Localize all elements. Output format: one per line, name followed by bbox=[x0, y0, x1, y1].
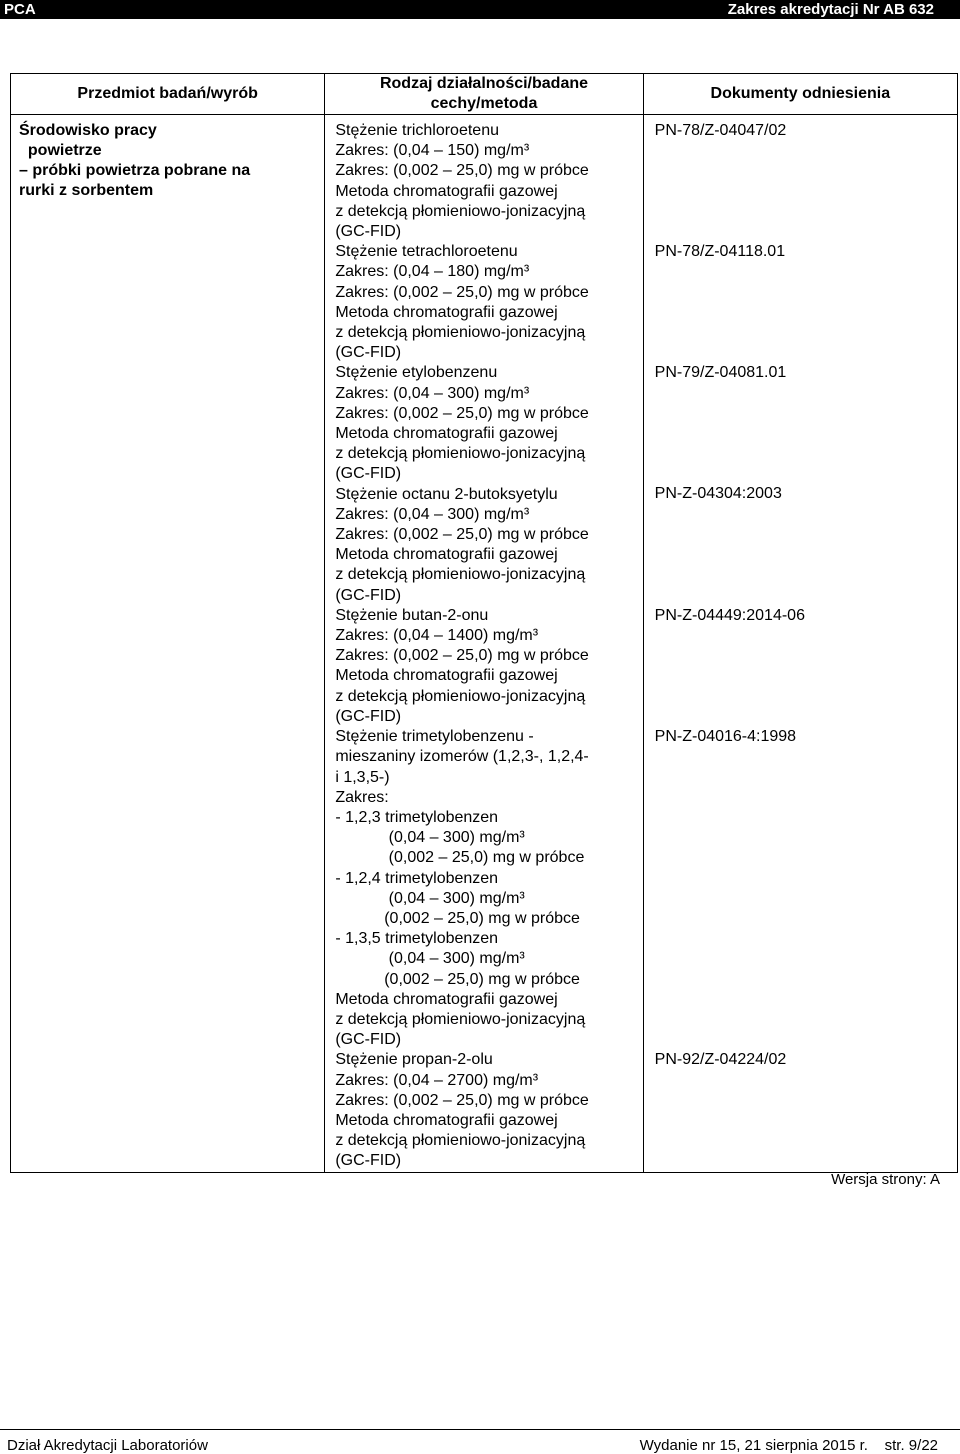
method-line: Zakres: (0,04 – 150) mg/m³ bbox=[335, 142, 530, 160]
method-line: z detekcją płomieniowo-jonizacyjną bbox=[335, 566, 586, 584]
document-spacer bbox=[655, 161, 957, 181]
document-spacer bbox=[655, 929, 957, 949]
document-spacer bbox=[655, 1090, 957, 1110]
document-reference: PN-Z-04304:2003 bbox=[654, 485, 782, 503]
document-reference: PN-78/Z-04047/02 bbox=[654, 122, 787, 139]
method-line: (0,002 – 25,0) mg w próbce bbox=[335, 909, 580, 927]
method-line: Stężenie trichloroetenu bbox=[335, 122, 499, 139]
subject-line: rurki z sorbentem bbox=[19, 182, 154, 199]
table-row bbox=[11, 115, 958, 1173]
document-spacer bbox=[655, 182, 957, 202]
method-line: z detekcją płomieniowo-jonizacyjną bbox=[335, 202, 586, 220]
table-header-row bbox=[11, 74, 958, 115]
document-spacer bbox=[655, 1009, 957, 1029]
document-spacer bbox=[655, 888, 957, 908]
page-header bbox=[0, 0, 960, 19]
document-spacer bbox=[655, 747, 957, 767]
method-line: i 1,3,5-) bbox=[335, 768, 390, 786]
subject-line: Środowisko pracy bbox=[19, 122, 157, 139]
method-line: - 1,3,5 trimetylobenzen bbox=[335, 930, 499, 948]
method-line: Zakres: (0,002 – 25,0) mg w próbce bbox=[335, 1091, 589, 1109]
document-spacer bbox=[655, 283, 957, 303]
methods-cell bbox=[325, 115, 643, 1173]
method-line: Zakres: (0,04 – 1400) mg/m³ bbox=[335, 627, 539, 645]
method-line: Metoda chromatografii gazowej bbox=[335, 546, 558, 564]
document-spacer bbox=[655, 1030, 957, 1050]
method-line: (GC-FID) bbox=[335, 465, 402, 483]
document-spacer bbox=[655, 585, 957, 605]
header-subject: Przedmiot badań/wyrób bbox=[11, 74, 325, 115]
method-line: (GC-FID) bbox=[335, 1152, 402, 1170]
method-line: Stężenie tetrachloroetenu bbox=[335, 243, 518, 261]
method-line: Zakres: (0,002 – 25,0) mg w próbce bbox=[335, 647, 589, 665]
method-line: Metoda chromatografii gazowej bbox=[335, 990, 558, 1008]
document-spacer bbox=[655, 646, 957, 666]
document-spacer bbox=[655, 969, 957, 989]
method-line: Metoda chromatografii gazowej bbox=[335, 1111, 558, 1129]
document-spacer bbox=[655, 444, 957, 464]
document-spacer bbox=[655, 1110, 957, 1130]
document-spacer bbox=[655, 1151, 957, 1171]
document-spacer bbox=[655, 424, 957, 444]
method-line: Zakres: (0,002 – 25,0) mg w próbce bbox=[335, 162, 589, 180]
document-spacer bbox=[655, 202, 957, 222]
method-line: Zakres: (0,002 – 25,0) mg w próbce bbox=[335, 283, 589, 301]
method-line: - 1,2,4 trimetylobenzen bbox=[335, 869, 499, 887]
document-spacer bbox=[655, 787, 957, 807]
method-line: (0,04 – 300) mg/m³ bbox=[335, 889, 525, 907]
method-line: z detekcją płomieniowo-jonizacyjną bbox=[335, 1132, 586, 1150]
document-spacer bbox=[655, 565, 957, 585]
method-line: Metoda chromatografii gazowej bbox=[335, 303, 558, 321]
footer-department: Dział Akredytacji Laboratoriów bbox=[7, 1437, 208, 1454]
document-spacer bbox=[655, 545, 957, 565]
method-line: Stężenie butan-2-onu bbox=[335, 606, 489, 624]
method-line: (GC-FID) bbox=[335, 707, 402, 725]
page-footer bbox=[0, 1429, 960, 1454]
method-line: Stężenie etylobenzenu bbox=[335, 364, 498, 382]
document-spacer bbox=[655, 686, 957, 706]
document-spacer bbox=[655, 767, 957, 787]
method-line: (GC-FID) bbox=[335, 344, 402, 362]
method-line: - 1,2,3 trimetylobenzen bbox=[335, 808, 499, 826]
method-line: (GC-FID) bbox=[335, 223, 402, 241]
methods-list bbox=[325, 115, 642, 1172]
document-spacer bbox=[655, 323, 957, 343]
method-line: Stężenie octanu 2-butoksyetylu bbox=[335, 485, 558, 503]
method-line: (0,04 – 300) mg/m³ bbox=[335, 829, 525, 847]
method-line: (GC-FID) bbox=[335, 586, 402, 604]
document-spacer bbox=[655, 303, 957, 323]
method-line: Metoda chromatografii gazowej bbox=[335, 182, 558, 200]
header-method: Rodzaj działalności/badane cechy/metoda bbox=[325, 74, 643, 115]
method-line: Stężenie trimetylobenzenu - bbox=[335, 728, 534, 746]
document-reference: PN-79/Z-04081.01 bbox=[654, 364, 787, 382]
method-line: mieszaniny izomerów (1,2,3-, 1,2,4- bbox=[335, 748, 589, 766]
document-spacer bbox=[655, 262, 957, 282]
document-spacer bbox=[655, 525, 957, 545]
document-reference: PN-Z-04449:2014-06 bbox=[654, 606, 805, 624]
document-spacer bbox=[655, 464, 957, 484]
method-line: Metoda chromatografii gazowej bbox=[335, 425, 558, 443]
header-org: PCA bbox=[4, 1, 36, 18]
document-spacer bbox=[655, 908, 957, 928]
document-spacer bbox=[655, 1070, 957, 1090]
document-spacer bbox=[655, 666, 957, 686]
document-spacer bbox=[655, 949, 957, 969]
document-spacer bbox=[655, 626, 957, 646]
document-spacer bbox=[655, 343, 957, 363]
method-line: z detekcją płomieniowo-jonizacyjną bbox=[335, 687, 586, 705]
method-line: z detekcją płomieniowo-jonizacyjną bbox=[335, 324, 586, 342]
page-version: Wersja strony: A bbox=[831, 1171, 940, 1188]
method-line: z detekcją płomieniowo-jonizacyjną bbox=[335, 445, 586, 463]
document-spacer bbox=[655, 868, 957, 888]
documents-list bbox=[644, 115, 957, 1171]
method-line: Zakres: (0,04 – 300) mg/m³ bbox=[335, 505, 530, 523]
document-spacer bbox=[655, 848, 957, 868]
method-line: Zakres: (0,04 – 2700) mg/m³ bbox=[335, 1071, 539, 1089]
document-spacer bbox=[655, 807, 957, 827]
document-spacer bbox=[655, 505, 957, 525]
method-line: Zakres: (0,002 – 25,0) mg w próbce bbox=[335, 526, 589, 544]
method-line: (GC-FID) bbox=[335, 1031, 402, 1049]
method-line: Zakres: (0,04 – 300) mg/m³ bbox=[335, 384, 530, 402]
document-reference: PN-Z-04016-4:1998 bbox=[654, 727, 797, 745]
method-line: Zakres: bbox=[335, 788, 389, 806]
method-line: Zakres: (0,002 – 25,0) mg w próbce bbox=[335, 404, 589, 422]
header-title: Zakres akredytacji Nr AB 632 bbox=[727, 1, 934, 18]
document-spacer bbox=[655, 707, 957, 727]
footer-edition: Wydanie nr 15, 21 sierpnia 2015 r. str. 9/22 bbox=[639, 1437, 938, 1454]
document-spacer bbox=[655, 1130, 957, 1150]
document-reference: PN-78/Z-04118.01 bbox=[654, 243, 786, 261]
document-spacer bbox=[655, 222, 957, 242]
method-line: Metoda chromatografii gazowej bbox=[335, 667, 558, 685]
method-line: (0,04 – 300) mg/m³ bbox=[335, 950, 525, 968]
subject-line: powietrze bbox=[19, 142, 102, 159]
method-line: Zakres: (0,04 – 180) mg/m³ bbox=[335, 263, 530, 281]
document-spacer bbox=[655, 828, 957, 848]
document-reference: PN-92/Z-04224/02 bbox=[654, 1050, 787, 1068]
documents-cell bbox=[643, 115, 957, 1173]
accreditation-table bbox=[10, 73, 958, 1173]
document-spacer bbox=[655, 141, 957, 161]
subject-cell bbox=[11, 115, 325, 1173]
document-spacer bbox=[655, 989, 957, 1009]
document-spacer bbox=[655, 383, 957, 403]
subject-line: – próbki powietrza pobrane na bbox=[19, 162, 251, 179]
method-line: (0,002 – 25,0) mg w próbce bbox=[335, 849, 585, 867]
method-line: z detekcją płomieniowo-jonizacyjną bbox=[335, 1010, 586, 1028]
header-documents: Dokumenty odniesienia bbox=[643, 74, 957, 115]
document-spacer bbox=[655, 404, 957, 424]
method-line: Stężenie propan-2-olu bbox=[335, 1051, 493, 1069]
method-line: (0,002 – 25,0) mg w próbce bbox=[335, 970, 580, 988]
